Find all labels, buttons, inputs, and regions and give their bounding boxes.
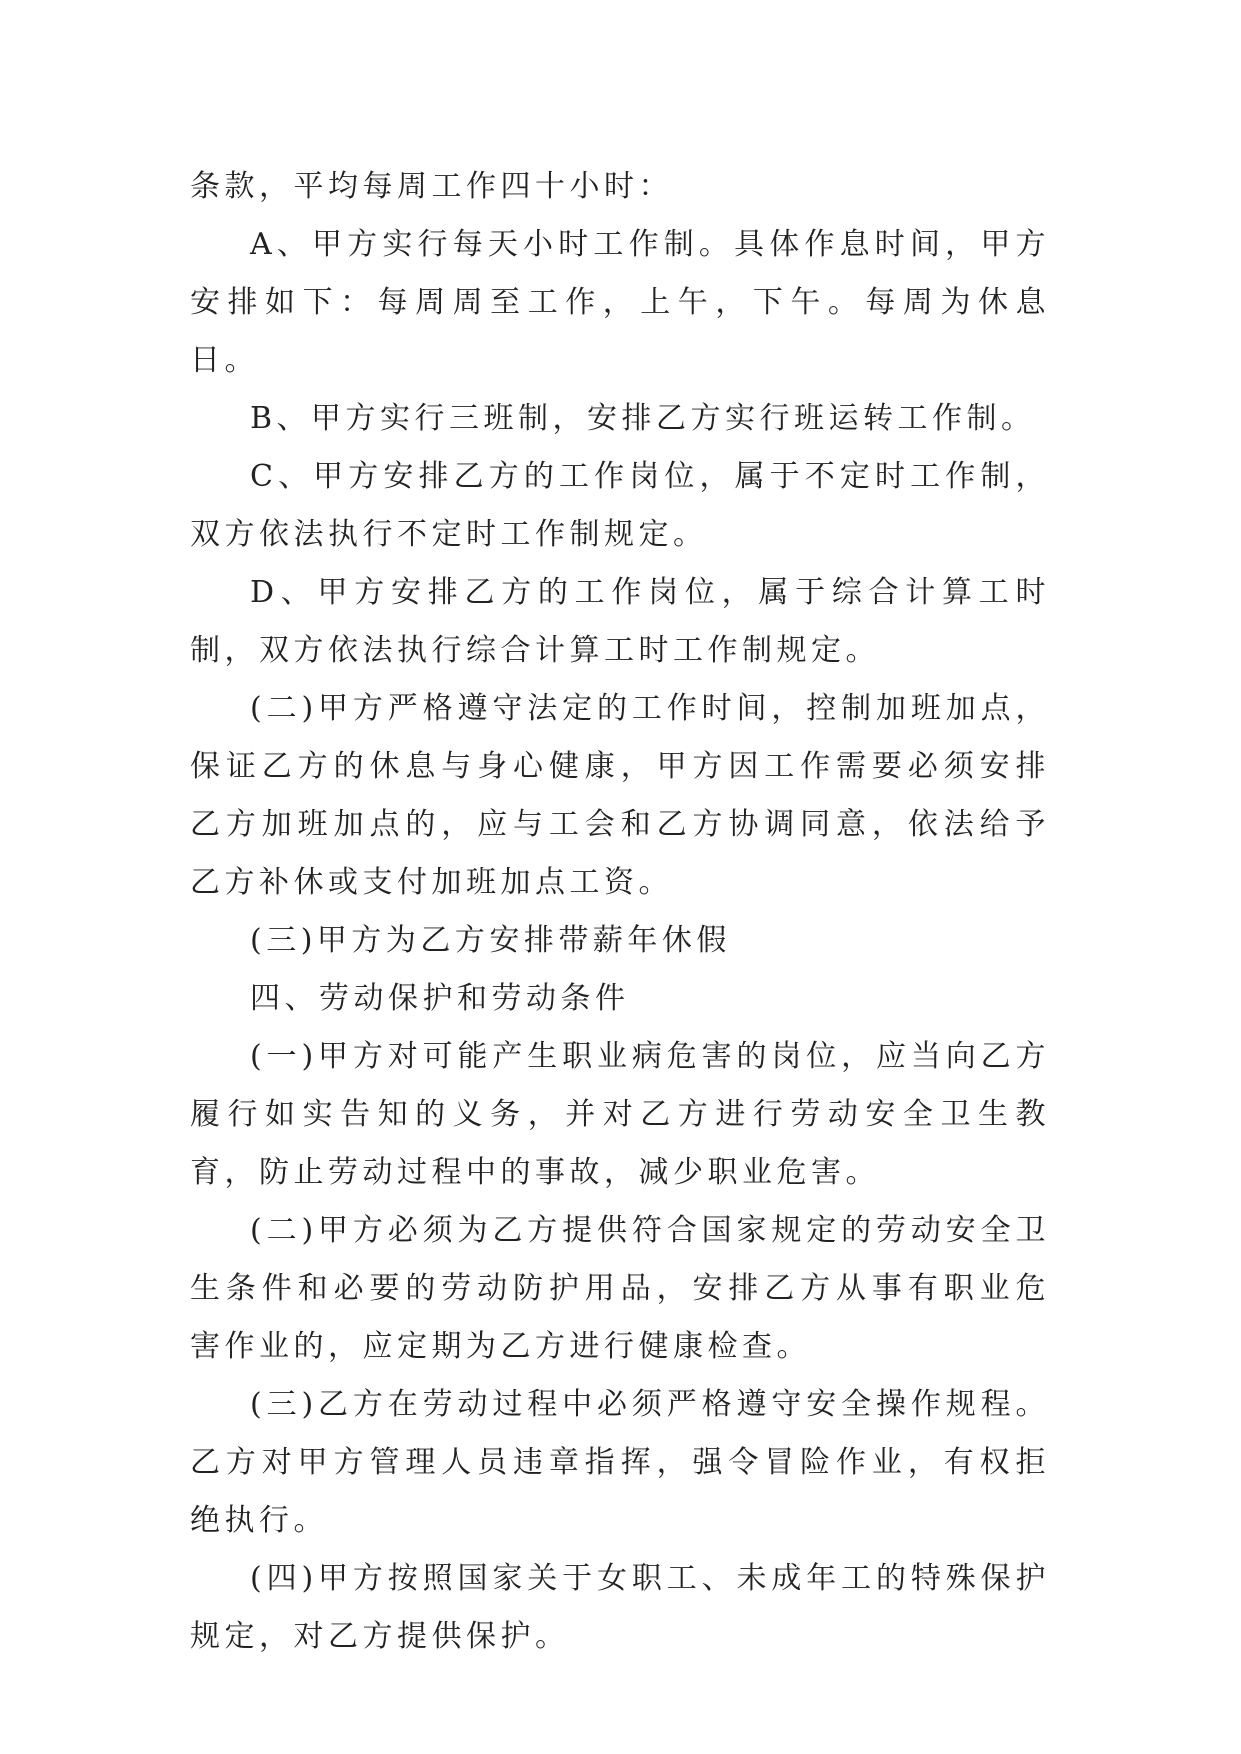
document-body xyxy=(190,158,1050,1666)
paragraph: C、甲方安排乙方的工作岗位，属于不定时工作制，双方依法执行不定时工作制规定。 xyxy=(190,459,1050,552)
paragraph: (四)甲方按照国家关于女职工、未成年工的特殊保护规定，对乙方提供保护。 xyxy=(190,1561,1050,1654)
paragraph: B、甲方实行三班制，安排乙方实行班运转工作制。 xyxy=(250,401,1036,436)
paragraph: (一)甲方对可能产生职业病危害的岗位，应当向乙方履行如实告知的义务，并对乙方进行劳动安全卫生教育，防止劳动过程中的事故，减少职业危害。 xyxy=(190,1039,1050,1190)
paragraph: (二)甲方必须为乙方提供符合国家规定的劳动安全卫生条件和必要的劳动防护用品，安排乙方从事有职业危害作业的，应定期为乙方进行健康检查。 xyxy=(190,1213,1050,1364)
paragraph: (三)甲方为乙方安排带薪年休假 xyxy=(250,923,731,958)
paragraph: A、甲方实行每天小时工作制。具体作息时间，甲方安排如下：每周周至工作，上午，下午。每周为休息日。 xyxy=(190,227,1050,378)
paragraph: (三)乙方在劳动过程中必须严格遵守安全操作规程。乙方对甲方管理人员违章指挥，强令冒险作业，有权拒绝执行。 xyxy=(190,1387,1050,1538)
paragraph: 条款，平均每周工作四十小时： xyxy=(190,169,673,204)
section-heading: 四、劳动保护和劳动条件 xyxy=(250,981,630,1016)
paragraph: D、甲方安排乙方的工作岗位，属于综合计算工时制，双方依法执行综合计算工时工作制规定。 xyxy=(190,575,1050,668)
paragraph: (二)甲方严格遵守法定的工作时间，控制加班加点，保证乙方的休息与身心健康，甲方因工作需要必须安排乙方加班加点的，应与工会和乙方协调同意，依法给予乙方补休或支付加班加点工资。 xyxy=(190,691,1050,900)
